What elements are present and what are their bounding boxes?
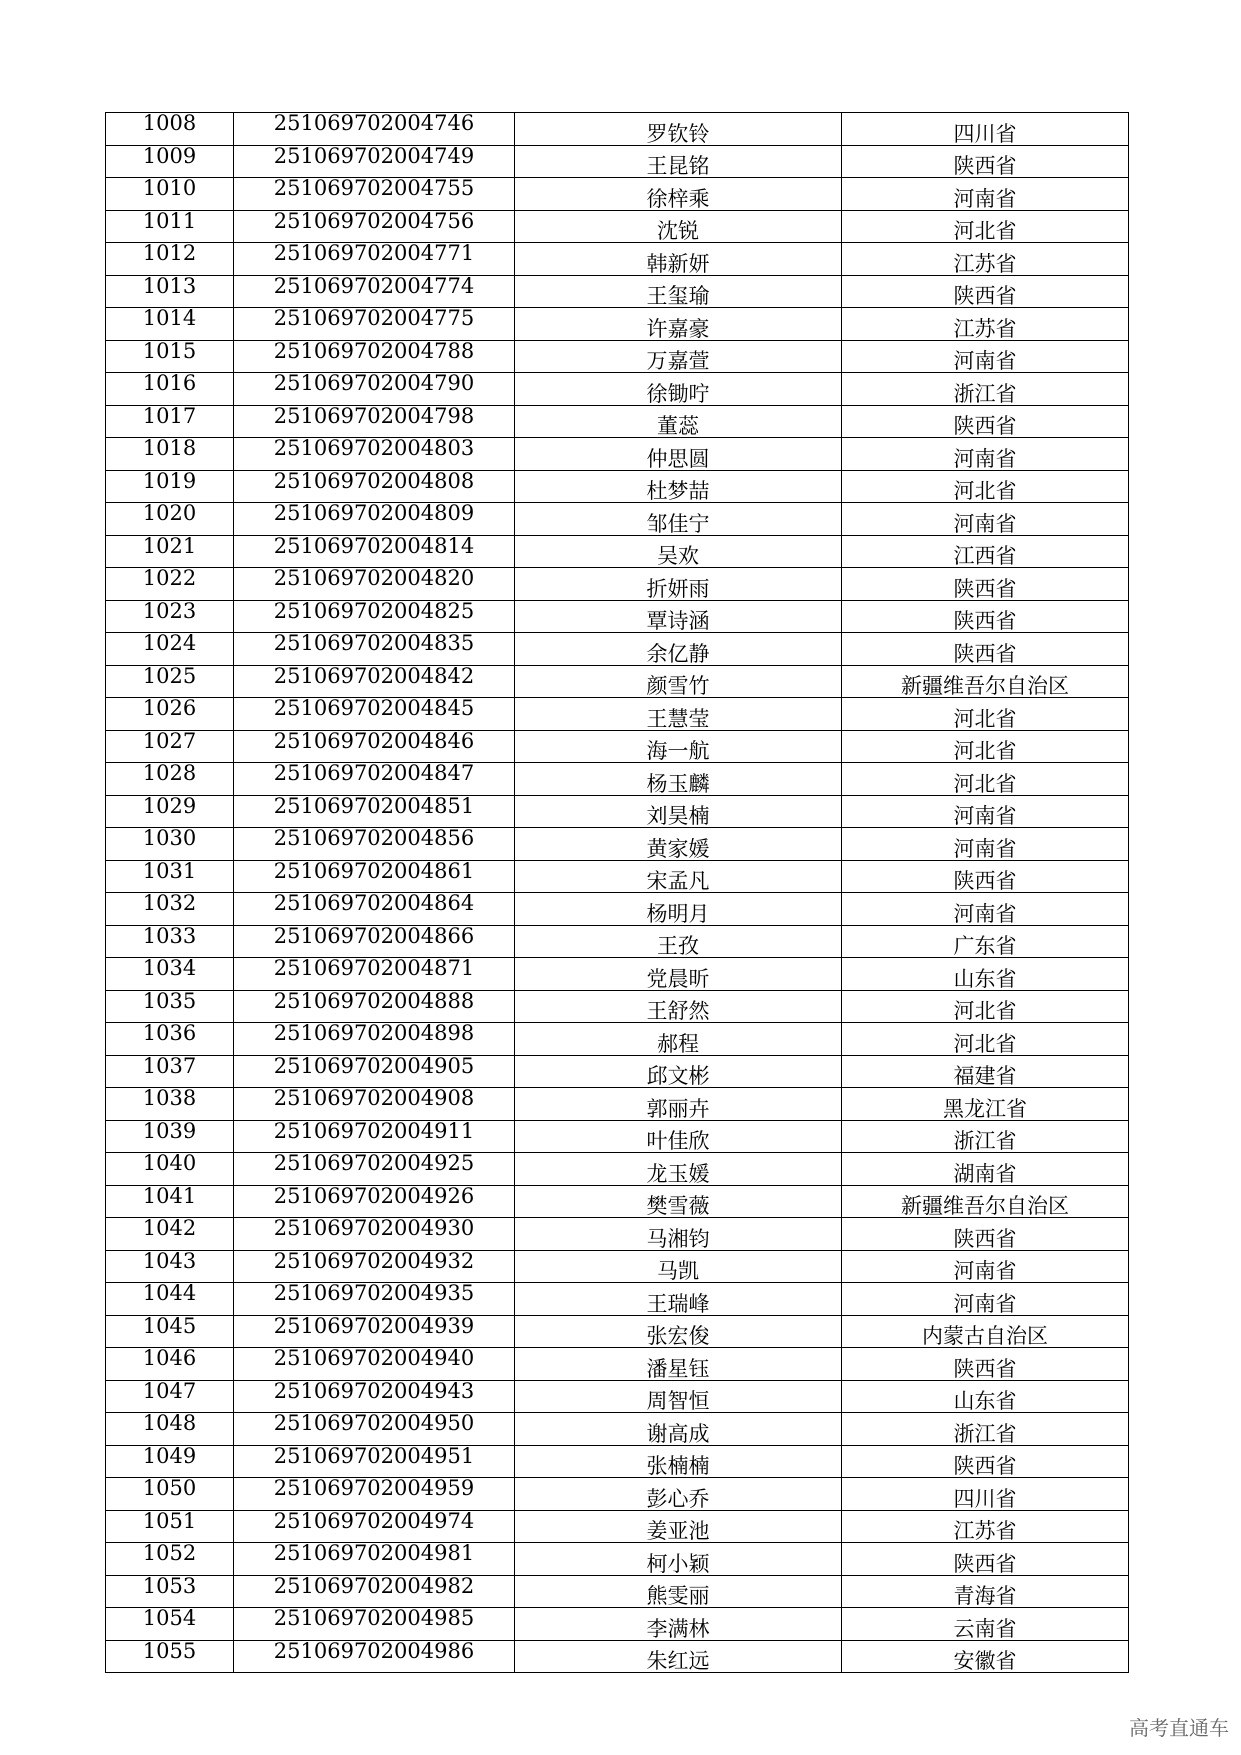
cell-province: 福建省 — [842, 1055, 1129, 1088]
cell-name: 刘昊楠 — [515, 795, 842, 828]
cell-seq: 1036 — [106, 1023, 234, 1056]
cell-province: 江苏省 — [842, 243, 1129, 276]
cell-exam-number: 251069702004981 — [234, 1543, 515, 1576]
cell-name: 王瑞峰 — [515, 1283, 842, 1316]
cell-name: 周智恒 — [515, 1380, 842, 1413]
cell-seq: 1030 — [106, 828, 234, 861]
table-row — [106, 1445, 1129, 1478]
cell-name: 韩新妍 — [515, 243, 842, 276]
cell-seq: 1011 — [106, 210, 234, 243]
cell-seq: 1012 — [106, 243, 234, 276]
table-row — [106, 1120, 1129, 1153]
cell-seq: 1040 — [106, 1153, 234, 1186]
cell-seq: 1015 — [106, 340, 234, 373]
cell-province: 陕西省 — [842, 1218, 1129, 1251]
cell-province: 河北省 — [842, 730, 1129, 763]
cell-exam-number: 251069702004959 — [234, 1478, 515, 1511]
cell-name: 谢高成 — [515, 1413, 842, 1446]
cell-seq: 1016 — [106, 373, 234, 406]
table-row — [106, 308, 1129, 341]
cell-province: 陕西省 — [842, 1543, 1129, 1576]
cell-exam-number: 251069702004935 — [234, 1283, 515, 1316]
cell-exam-number: 251069702004911 — [234, 1120, 515, 1153]
cell-name: 邱文彬 — [515, 1055, 842, 1088]
cell-exam-number: 251069702004986 — [234, 1640, 515, 1673]
cell-province: 浙江省 — [842, 1413, 1129, 1446]
table-row — [106, 1218, 1129, 1251]
cell-province: 河南省 — [842, 178, 1129, 211]
cell-name: 罗钦铃 — [515, 113, 842, 146]
table-row — [106, 763, 1129, 796]
cell-exam-number: 251069702004790 — [234, 373, 515, 406]
cell-exam-number: 251069702004746 — [234, 113, 515, 146]
cell-seq: 1046 — [106, 1348, 234, 1381]
cell-seq: 1052 — [106, 1543, 234, 1576]
cell-name: 党晨昕 — [515, 958, 842, 991]
cell-name: 叶佳欣 — [515, 1120, 842, 1153]
cell-province: 河南省 — [842, 795, 1129, 828]
cell-name: 彭心乔 — [515, 1478, 842, 1511]
table-row — [106, 503, 1129, 536]
cell-seq: 1039 — [106, 1120, 234, 1153]
table-row — [106, 178, 1129, 211]
cell-name: 潘星钰 — [515, 1348, 842, 1381]
cell-exam-number: 251069702004775 — [234, 308, 515, 341]
cell-name: 徐锄咛 — [515, 373, 842, 406]
table-row — [106, 795, 1129, 828]
cell-exam-number: 251069702004788 — [234, 340, 515, 373]
cell-name: 余亿静 — [515, 633, 842, 666]
cell-province: 青海省 — [842, 1575, 1129, 1608]
cell-name: 覃诗涵 — [515, 600, 842, 633]
cell-province: 陕西省 — [842, 145, 1129, 178]
cell-name: 龙玉媛 — [515, 1153, 842, 1186]
table-row — [106, 1478, 1129, 1511]
cell-province: 河南省 — [842, 1283, 1129, 1316]
cell-exam-number: 251069702004845 — [234, 698, 515, 731]
cell-seq: 1022 — [106, 568, 234, 601]
table-row — [106, 568, 1129, 601]
cell-province: 广东省 — [842, 925, 1129, 958]
cell-province: 云南省 — [842, 1608, 1129, 1641]
cell-province: 陕西省 — [842, 860, 1129, 893]
cell-seq: 1037 — [106, 1055, 234, 1088]
admission-list-table — [105, 112, 1129, 1673]
cell-exam-number: 251069702004847 — [234, 763, 515, 796]
cell-name: 徐梓乘 — [515, 178, 842, 211]
cell-exam-number: 251069702004842 — [234, 665, 515, 698]
cell-seq: 1033 — [106, 925, 234, 958]
cell-exam-number: 251069702004864 — [234, 893, 515, 926]
table-row — [106, 1543, 1129, 1576]
cell-province: 江西省 — [842, 535, 1129, 568]
cell-seq: 1049 — [106, 1445, 234, 1478]
cell-exam-number: 251069702004930 — [234, 1218, 515, 1251]
cell-exam-number: 251069702004846 — [234, 730, 515, 763]
cell-exam-number: 251069702004943 — [234, 1380, 515, 1413]
table-row — [106, 1315, 1129, 1348]
cell-name: 马湘钧 — [515, 1218, 842, 1251]
table-row — [106, 1575, 1129, 1608]
cell-exam-number: 251069702004974 — [234, 1510, 515, 1543]
cell-name: 张宏俊 — [515, 1315, 842, 1348]
cell-province: 河南省 — [842, 340, 1129, 373]
cell-province: 河北省 — [842, 210, 1129, 243]
cell-name: 郭丽卉 — [515, 1088, 842, 1121]
cell-seq: 1026 — [106, 698, 234, 731]
cell-province: 陕西省 — [842, 1348, 1129, 1381]
cell-province: 河北省 — [842, 1023, 1129, 1056]
table-row — [106, 210, 1129, 243]
cell-province: 陕西省 — [842, 633, 1129, 666]
cell-name: 宋孟凡 — [515, 860, 842, 893]
cell-exam-number: 251069702004940 — [234, 1348, 515, 1381]
cell-province: 新疆维吾尔自治区 — [842, 1185, 1129, 1218]
cell-exam-number: 251069702004888 — [234, 990, 515, 1023]
table-row — [106, 893, 1129, 926]
cell-name: 许嘉豪 — [515, 308, 842, 341]
table-row — [106, 958, 1129, 991]
cell-exam-number: 251069702004925 — [234, 1153, 515, 1186]
cell-name: 杨明月 — [515, 893, 842, 926]
cell-name: 王玺瑜 — [515, 275, 842, 308]
cell-province: 内蒙古自治区 — [842, 1315, 1129, 1348]
cell-province: 山东省 — [842, 1380, 1129, 1413]
cell-seq: 1047 — [106, 1380, 234, 1413]
cell-province: 河南省 — [842, 828, 1129, 861]
table-row — [106, 1510, 1129, 1543]
cell-seq: 1017 — [106, 405, 234, 438]
cell-seq: 1020 — [106, 503, 234, 536]
cell-province: 江苏省 — [842, 1510, 1129, 1543]
cell-name: 沈锐 — [515, 210, 842, 243]
cell-exam-number: 251069702004866 — [234, 925, 515, 958]
cell-name: 樊雪薇 — [515, 1185, 842, 1218]
cell-seq: 1038 — [106, 1088, 234, 1121]
cell-seq: 1010 — [106, 178, 234, 211]
cell-exam-number: 251069702004985 — [234, 1608, 515, 1641]
cell-seq: 1054 — [106, 1608, 234, 1641]
table-row — [106, 145, 1129, 178]
cell-exam-number: 251069702004932 — [234, 1250, 515, 1283]
cell-seq: 1050 — [106, 1478, 234, 1511]
cell-exam-number: 251069702004871 — [234, 958, 515, 991]
cell-seq: 1021 — [106, 535, 234, 568]
cell-seq: 1042 — [106, 1218, 234, 1251]
cell-province: 河北省 — [842, 763, 1129, 796]
cell-seq: 1031 — [106, 860, 234, 893]
table-row — [106, 925, 1129, 958]
cell-exam-number: 251069702004898 — [234, 1023, 515, 1056]
cell-name: 杜梦喆 — [515, 470, 842, 503]
cell-exam-number: 251069702004774 — [234, 275, 515, 308]
cell-name: 董蕊 — [515, 405, 842, 438]
cell-exam-number: 251069702004951 — [234, 1445, 515, 1478]
table-row — [106, 1380, 1129, 1413]
cell-name: 仲思圆 — [515, 438, 842, 471]
table-row — [106, 698, 1129, 731]
table-row — [106, 860, 1129, 893]
cell-exam-number: 251069702004939 — [234, 1315, 515, 1348]
cell-exam-number: 251069702004820 — [234, 568, 515, 601]
table-row — [106, 1250, 1129, 1283]
cell-exam-number: 251069702004926 — [234, 1185, 515, 1218]
table-row — [106, 633, 1129, 666]
cell-province: 山东省 — [842, 958, 1129, 991]
cell-province: 江苏省 — [842, 308, 1129, 341]
table-row — [106, 1055, 1129, 1088]
cell-exam-number: 251069702004825 — [234, 600, 515, 633]
cell-province: 河南省 — [842, 1250, 1129, 1283]
cell-province: 湖南省 — [842, 1153, 1129, 1186]
cell-exam-number: 251069702004950 — [234, 1413, 515, 1446]
cell-seq: 1053 — [106, 1575, 234, 1608]
cell-seq: 1041 — [106, 1185, 234, 1218]
cell-name: 王舒然 — [515, 990, 842, 1023]
cell-province: 河南省 — [842, 503, 1129, 536]
cell-seq: 1035 — [106, 990, 234, 1023]
cell-name: 王慧莹 — [515, 698, 842, 731]
table-row — [106, 1608, 1129, 1641]
table-row — [106, 828, 1129, 861]
cell-name: 邹佳宁 — [515, 503, 842, 536]
table-row — [106, 1640, 1129, 1673]
cell-name: 吴欢 — [515, 535, 842, 568]
cell-seq: 1055 — [106, 1640, 234, 1673]
cell-seq: 1023 — [106, 600, 234, 633]
cell-exam-number: 251069702004905 — [234, 1055, 515, 1088]
cell-province: 河南省 — [842, 893, 1129, 926]
cell-seq: 1018 — [106, 438, 234, 471]
cell-name: 王昆铭 — [515, 145, 842, 178]
cell-exam-number: 251069702004835 — [234, 633, 515, 666]
cell-name: 颜雪竹 — [515, 665, 842, 698]
cell-seq: 1043 — [106, 1250, 234, 1283]
table-body — [106, 113, 1129, 1673]
cell-seq: 1014 — [106, 308, 234, 341]
cell-seq: 1034 — [106, 958, 234, 991]
table-row — [106, 535, 1129, 568]
table-row — [106, 1185, 1129, 1218]
cell-name: 折妍雨 — [515, 568, 842, 601]
cell-name: 王孜 — [515, 925, 842, 958]
cell-province: 陕西省 — [842, 1445, 1129, 1478]
cell-exam-number: 251069702004755 — [234, 178, 515, 211]
cell-seq: 1051 — [106, 1510, 234, 1543]
cell-seq: 1013 — [106, 275, 234, 308]
cell-name: 郝程 — [515, 1023, 842, 1056]
cell-seq: 1048 — [106, 1413, 234, 1446]
cell-province: 陕西省 — [842, 568, 1129, 601]
table-row — [106, 438, 1129, 471]
cell-province: 安徽省 — [842, 1640, 1129, 1673]
table-row — [106, 1023, 1129, 1056]
cell-name: 李满林 — [515, 1608, 842, 1641]
cell-seq: 1028 — [106, 763, 234, 796]
table-row — [106, 1283, 1129, 1316]
cell-exam-number: 251069702004809 — [234, 503, 515, 536]
cell-province: 陕西省 — [842, 275, 1129, 308]
cell-name: 姜亚池 — [515, 1510, 842, 1543]
table-row — [106, 373, 1129, 406]
cell-exam-number: 251069702004756 — [234, 210, 515, 243]
cell-province: 新疆维吾尔自治区 — [842, 665, 1129, 698]
cell-seq: 1045 — [106, 1315, 234, 1348]
cell-exam-number: 251069702004803 — [234, 438, 515, 471]
cell-name: 熊雯丽 — [515, 1575, 842, 1608]
cell-seq: 1025 — [106, 665, 234, 698]
cell-seq: 1019 — [106, 470, 234, 503]
table-row — [106, 340, 1129, 373]
cell-seq: 1009 — [106, 145, 234, 178]
cell-province: 浙江省 — [842, 1120, 1129, 1153]
table-row — [106, 1413, 1129, 1446]
cell-name: 朱红远 — [515, 1640, 842, 1673]
cell-seq: 1032 — [106, 893, 234, 926]
table-row — [106, 990, 1129, 1023]
cell-exam-number: 251069702004856 — [234, 828, 515, 861]
cell-province: 河南省 — [842, 438, 1129, 471]
cell-exam-number: 251069702004749 — [234, 145, 515, 178]
cell-province: 浙江省 — [842, 373, 1129, 406]
table-row — [106, 1153, 1129, 1186]
cell-name: 张楠楠 — [515, 1445, 842, 1478]
cell-name: 万嘉萱 — [515, 340, 842, 373]
cell-province: 四川省 — [842, 113, 1129, 146]
cell-exam-number: 251069702004851 — [234, 795, 515, 828]
table-row — [106, 243, 1129, 276]
cell-name: 黄家媛 — [515, 828, 842, 861]
table-row — [106, 275, 1129, 308]
cell-exam-number: 251069702004982 — [234, 1575, 515, 1608]
cell-exam-number: 251069702004814 — [234, 535, 515, 568]
cell-seq: 1024 — [106, 633, 234, 666]
cell-exam-number: 251069702004808 — [234, 470, 515, 503]
table-row — [106, 1348, 1129, 1381]
cell-seq: 1044 — [106, 1283, 234, 1316]
cell-exam-number: 251069702004908 — [234, 1088, 515, 1121]
table-row — [106, 113, 1129, 146]
cell-exam-number: 251069702004861 — [234, 860, 515, 893]
cell-seq: 1027 — [106, 730, 234, 763]
cell-province: 河北省 — [842, 698, 1129, 731]
cell-exam-number: 251069702004798 — [234, 405, 515, 438]
watermark-text: 高考直通车 — [1129, 1716, 1229, 1740]
cell-seq: 1008 — [106, 113, 234, 146]
cell-name: 马凯 — [515, 1250, 842, 1283]
table-row — [106, 600, 1129, 633]
table-row — [106, 665, 1129, 698]
cell-seq: 1029 — [106, 795, 234, 828]
table-row — [106, 730, 1129, 763]
cell-province: 黑龙江省 — [842, 1088, 1129, 1121]
table-row — [106, 1088, 1129, 1121]
table-row — [106, 470, 1129, 503]
table-row — [106, 405, 1129, 438]
cell-name: 海一航 — [515, 730, 842, 763]
cell-name: 柯小颖 — [515, 1543, 842, 1576]
cell-province: 河北省 — [842, 470, 1129, 503]
cell-province: 陕西省 — [842, 600, 1129, 633]
cell-name: 杨玉麟 — [515, 763, 842, 796]
cell-province: 河北省 — [842, 990, 1129, 1023]
cell-exam-number: 251069702004771 — [234, 243, 515, 276]
cell-province: 四川省 — [842, 1478, 1129, 1511]
cell-province: 陕西省 — [842, 405, 1129, 438]
